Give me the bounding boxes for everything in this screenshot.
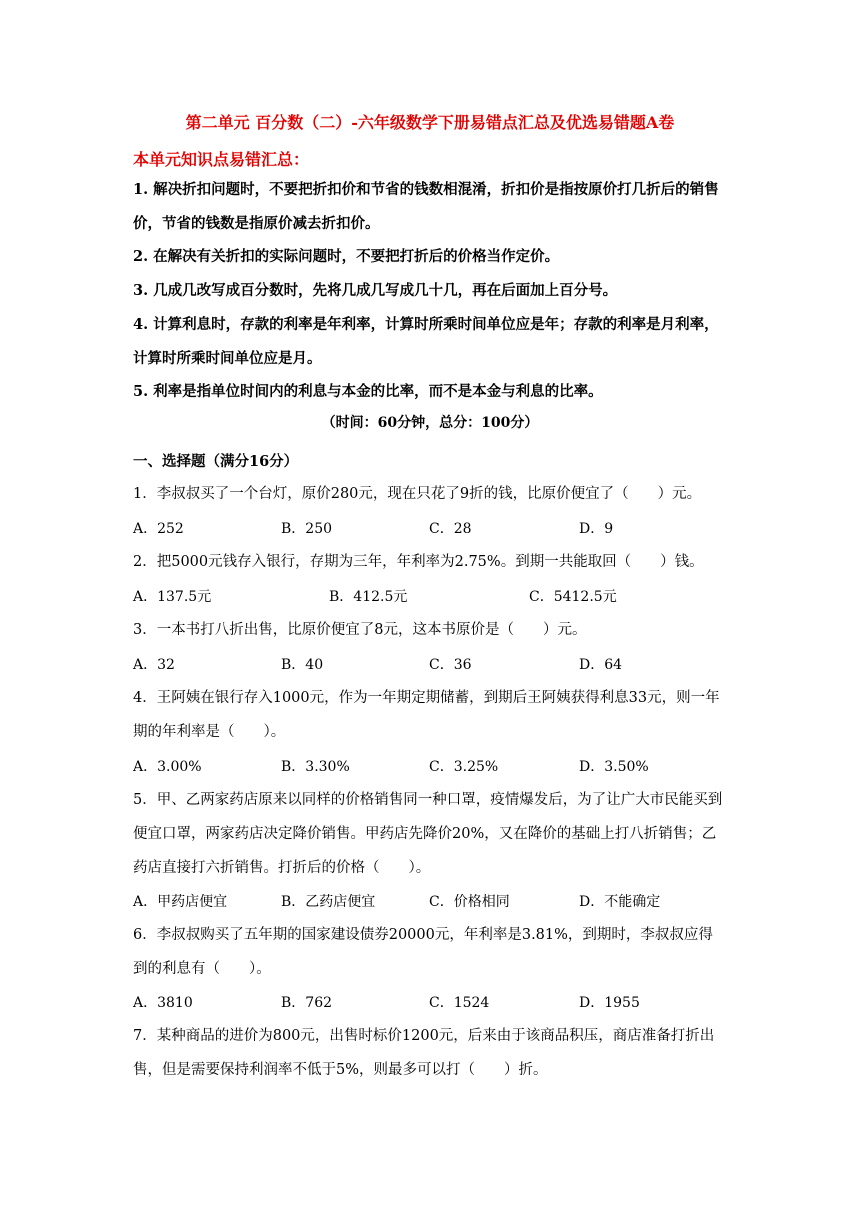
- option-b: B．762: [281, 995, 333, 1011]
- option-c: C．28: [429, 521, 472, 537]
- error-point-3: 3. 几成几改写成百分数时，先将几成几写成几十几，再在后面加上百分号。: [133, 282, 618, 299]
- question-2-options: [133, 586, 733, 606]
- option-d: D．9: [579, 521, 614, 537]
- option-d: D．不能确定: [579, 894, 661, 910]
- option-c: C．3.25%: [429, 759, 499, 775]
- question-3: 3．一本书打八折出售，比原价便宜了8元，这本书原价是（ ）元。: [133, 622, 587, 638]
- option-c: C．1524: [429, 995, 490, 1011]
- question-5-options: [133, 891, 733, 911]
- question-4: 4．王阿姨在银行存入1000元，作为一年期定期储蓄，到期后王阿姨获得利息33元，则一年期的年利率是（ ）。: [133, 690, 720, 740]
- question-6: 6．李叔叔购买了五年期的国家建设债券20000元，年利率是3.81%，到期时，李叔叔应得到的利息有（ ）。: [133, 927, 713, 977]
- option-d: D．64: [579, 657, 623, 673]
- time-info: （时间：60分钟，总分：100分）: [321, 415, 539, 431]
- option-a: A．3810: [133, 995, 193, 1011]
- question-1: 1．李叔叔买了一个台灯，原价280元，现在只花了9折的钱，比原价便宜了（ ）元。: [133, 486, 702, 502]
- question-5: 5．甲、乙两家药店原来以同样的价格销售同一种口罩，疫情爆发后，为了让广大市民能买到便宜口罩，两家药店决定降价销售。甲药店先降价20%，又在降价的基础上打八折销售；乙药店直接打六折销售。打折后的价格（ ）。: [133, 792, 723, 876]
- option-b: B．3.30%: [281, 759, 350, 775]
- question-2: 2．把5000元钱存入银行，存期为三年，年利率为2.75%。到期一共能取回（ ）钱。: [133, 554, 704, 570]
- option-d: D．3.50%: [579, 759, 649, 775]
- error-point-5: 5. 利率是指单位时间内的利息与本金的比率，而不是本金与利息的比率。: [133, 383, 603, 400]
- option-c: C．5412.5元: [529, 589, 617, 605]
- error-point-2: 2. 在解决有关折扣的实际问题时，不要把打折后的价格当作定价。: [133, 248, 560, 265]
- option-d: D．1955: [579, 995, 640, 1011]
- option-c: C．36: [429, 657, 472, 673]
- section-heading: 一、选择题（满分16分）: [133, 453, 299, 470]
- option-b: B．乙药店便宜: [281, 894, 376, 910]
- option-b: B．250: [281, 521, 333, 537]
- option-a: A．3.00%: [133, 759, 202, 775]
- option-a: A．137.5元: [133, 589, 212, 605]
- option-c: C．价格相同: [429, 894, 510, 910]
- option-a: A．252: [133, 521, 184, 537]
- document-title: 第二单元 百分数（二）-六年级数学下册易错点汇总及优选易错题A卷: [185, 113, 675, 132]
- summary-heading: 本单元知识点易错汇总：: [133, 150, 310, 169]
- option-a: A．32: [133, 657, 175, 673]
- question-4-options: [133, 756, 733, 776]
- question-1-options: [133, 518, 733, 538]
- option-a: A．甲药店便宜: [133, 894, 228, 910]
- error-point-4: 4. 计算利息时，存款的利率是年利率，计算时所乘时间单位应是年；存款的利率是月利率，计算时所乘时间单位应是月。: [133, 316, 719, 367]
- question-7: 7．某种商品的进价为800元，出售时标价1200元，后来由于该商品积压，商店准备打折出售，但是需要保持利润率不低于5%，则最多可以打（ ）折。: [133, 1028, 715, 1078]
- option-b: B．412.5元: [329, 589, 408, 605]
- question-3-options: [133, 654, 733, 674]
- question-6-options: [133, 992, 733, 1012]
- error-point-1: 1. 解决折扣问题时，不要把折扣价和节省的钱数相混淆，折扣价是指按原价打几折后的销售价，节省的钱数是指原价减去折扣价。: [133, 181, 719, 232]
- option-b: B．40: [281, 657, 324, 673]
